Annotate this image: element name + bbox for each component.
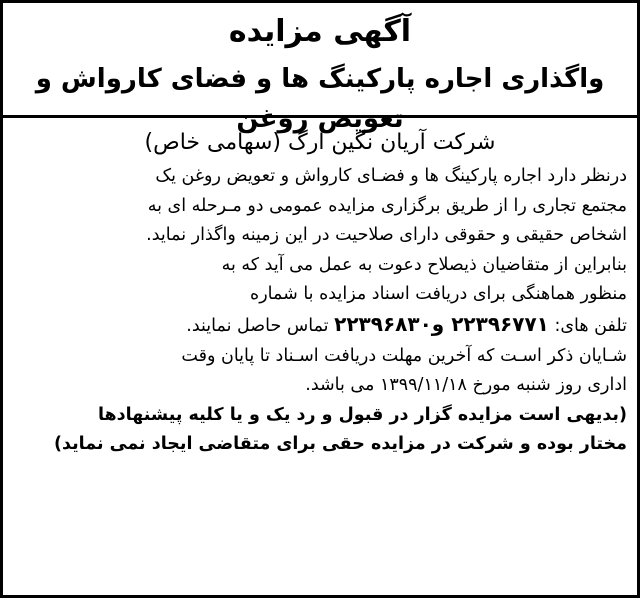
body-line: مجتمع تجاری را از طریق برگزاری مزایده عمومی دو مـرحله ای به xyxy=(147,195,627,216)
body-line: بنابراین از متقاضیان ذیصلاح دعوت به عمل می آید که به xyxy=(221,254,627,275)
phone-suffix: تماس حاصل نمایند. xyxy=(186,315,329,336)
disclaimer-line: مختار بوده و شرکت در مزایده حقی برای متقاضی ایجاد نمی نماید) xyxy=(53,434,627,455)
phone-numbers: ۲۲۳۹۶۷۷۱ و۲۲۳۹۶۸۳۰ xyxy=(334,311,549,336)
notice-subtitle: واگذاری اجاره پارکینگ ها و فضای کارواش و تعویض روغن xyxy=(35,64,605,134)
company-name: شرکت آریان نگین ارگ (سهامی خاص) xyxy=(144,130,496,155)
phone-line xyxy=(13,310,627,342)
disclaimer-line: (بدیهی است مزایده گزار در قبول و رد یک و یا کلیه پیشنهادها xyxy=(97,404,627,425)
body-line: اشخاص حقیقی و حقوقی دارای صلاحیت در این زمینه واگذار نماید. xyxy=(146,225,627,246)
deadline-line: اداری روز شنبه مورخ ۱۳۹۹/۱۱/۱۸ می باشد. xyxy=(305,375,627,396)
body-line: منظور هماهنگی برای دریافت اسناد مزایده با شماره xyxy=(250,284,627,305)
phone-prefix: تلفن های: xyxy=(554,315,627,336)
notice-body xyxy=(3,160,637,460)
body-line: درنظر دارد اجاره پارکینگ ها و فضـای کارواش و تعویض روغن یک xyxy=(155,166,627,186)
notice-title: آگهی مزایده xyxy=(228,14,412,49)
body-line: شـایان ذکر اسـت که آخرین مهلت دریافت اسـناد تا پایان وقت xyxy=(181,345,627,366)
